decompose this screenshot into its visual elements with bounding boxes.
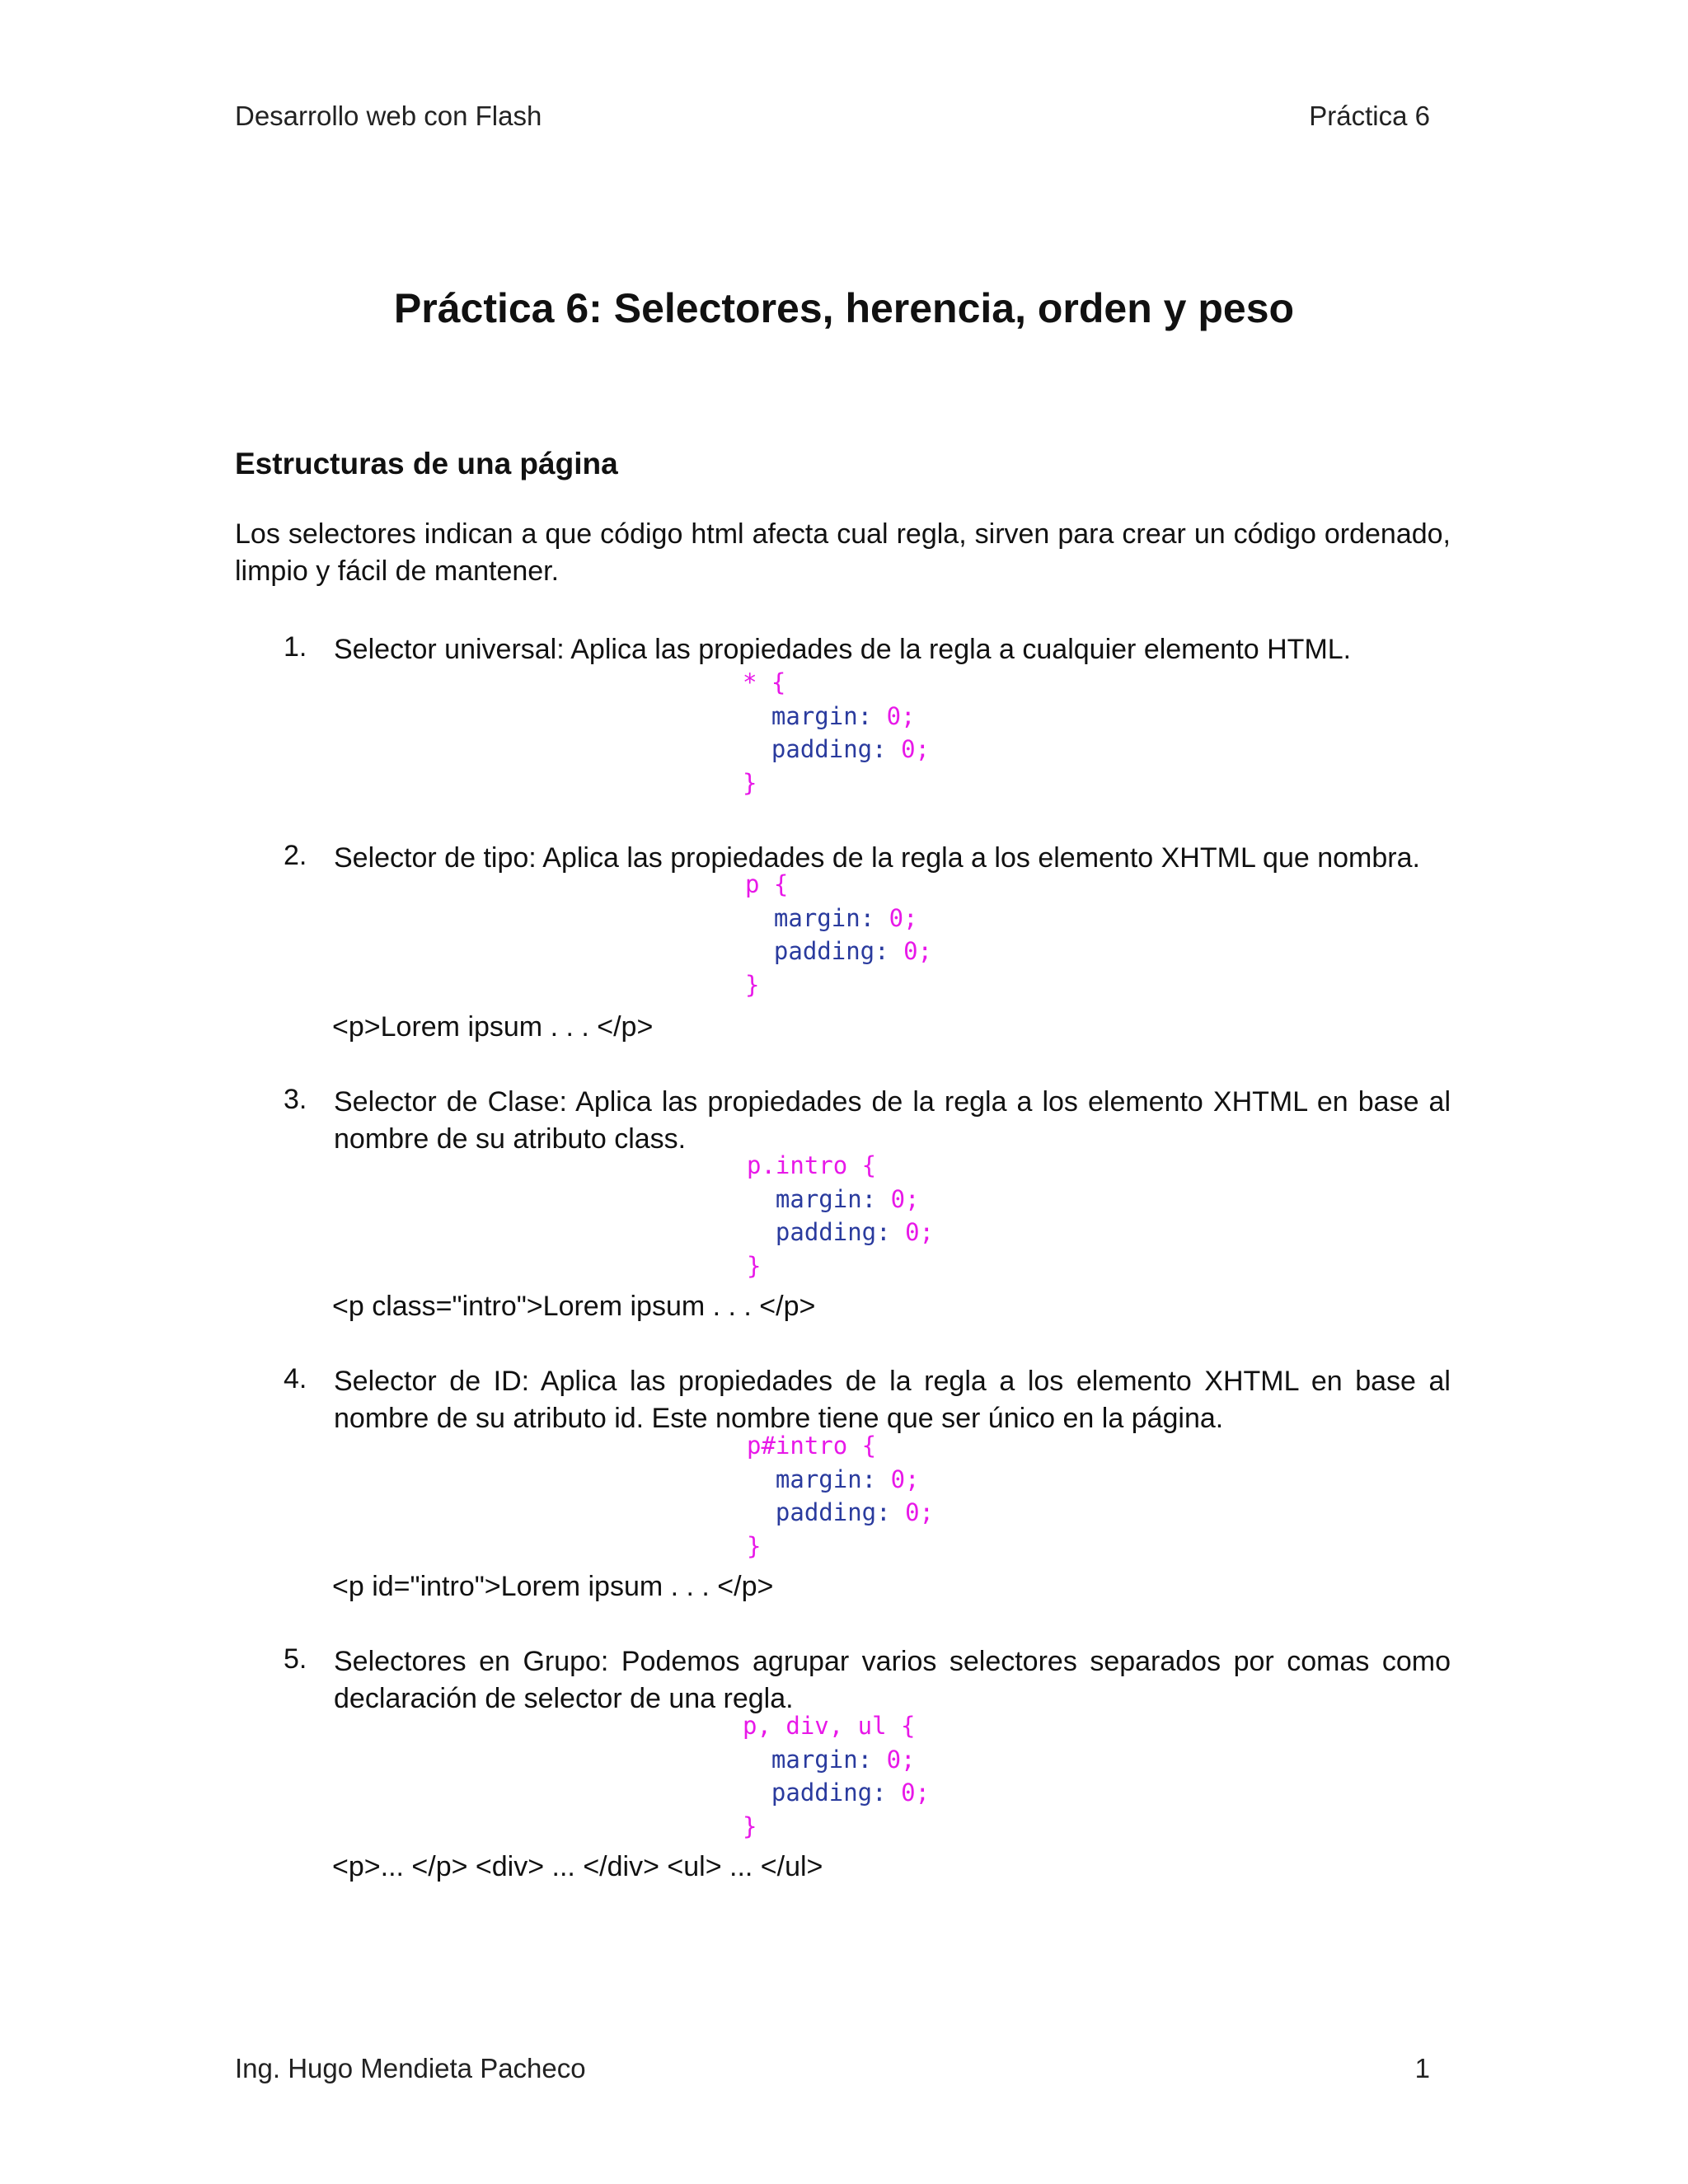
- footer-author: Ing. Hugo Mendieta Pacheco: [235, 2053, 586, 2083]
- code-value: 0;: [890, 1218, 934, 1246]
- code-value: 0;: [886, 735, 930, 763]
- header-practice-label: Práctica 6: [1309, 101, 1430, 131]
- section-heading: Estructuras de una página: [235, 447, 618, 480]
- html-example: <p>... </p> <div> ... </div> <ul> ... </ul>: [332, 1851, 823, 1882]
- code-property: padding:: [771, 1779, 887, 1807]
- list-item-number: 5.: [284, 1643, 307, 1675]
- list-item-text: Selector de Clase: Aplica las propiedades de la regla a los elemento XHTML en base al nombre de su atributo class.: [334, 1086, 1451, 1155]
- code-selector: p.intro {: [747, 1151, 877, 1179]
- list-item-number: 1.: [284, 631, 307, 663]
- code-value: 0;: [872, 1745, 916, 1774]
- list-item-text: Selector universal: Aplica las propiedades de la regla a cualquier elemento HTML.: [334, 634, 1352, 665]
- list-item-text: Selector de tipo: Aplica las propiedades de la regla a los elemento XHTML que nombra.: [334, 842, 1420, 874]
- code-value: 0;: [890, 1498, 934, 1526]
- code-block: [743, 1709, 930, 1843]
- code-property: padding:: [771, 735, 887, 763]
- code-property: padding:: [775, 1218, 891, 1246]
- code-selector: p {: [745, 870, 789, 898]
- code-property: margin:: [773, 903, 875, 932]
- code-property: margin:: [771, 701, 873, 730]
- header-course-title: Desarrollo web con Flash: [235, 101, 542, 131]
- code-block: [745, 868, 932, 1001]
- code-property: padding:: [773, 937, 889, 965]
- list-item-text: Selectores en Grupo: Podemos agrupar varios selectores separados por comas como declaración de selector de una regla.: [334, 1646, 1451, 1714]
- code-block: [747, 1429, 934, 1563]
- code-closing-brace: }: [745, 970, 760, 999]
- intro-paragraph: Los selectores indican a que código html afecta cual regla, sirven para crear un código ordenado, limpio y fácil de mantener.: [235, 518, 1451, 587]
- code-closing-brace: }: [743, 768, 757, 797]
- list-item-number: 2.: [284, 840, 307, 871]
- code-property: margin:: [775, 1465, 877, 1493]
- list-item-number: 4.: [284, 1363, 307, 1394]
- code-value: 0;: [872, 701, 916, 730]
- code-value: 0;: [874, 903, 918, 932]
- code-value: 0;: [889, 937, 932, 965]
- code-closing-brace: }: [743, 1811, 757, 1840]
- code-selector: p#intro {: [747, 1432, 877, 1460]
- code-property: margin:: [775, 1184, 877, 1213]
- list-item-number: 3.: [284, 1084, 307, 1115]
- html-example: <p class="intro">Lorem ipsum . . . </p>: [332, 1291, 816, 1322]
- footer-page-number: 1: [1414, 2053, 1430, 2083]
- code-closing-brace: }: [747, 1251, 762, 1280]
- code-block: [743, 666, 930, 799]
- code-property: margin:: [771, 1745, 873, 1774]
- list-item-text: Selector de ID: Aplica las propiedades de la regla a los elemento XHTML en base al nombre de su atributo id. Este nombre tiene que ser único en la página.: [334, 1366, 1451, 1434]
- page-title: Práctica 6: Selectores, herencia, orden y peso: [393, 285, 1295, 331]
- code-value: 0;: [886, 1779, 930, 1807]
- code-block: [747, 1149, 934, 1282]
- code-selector: p, div, ul {: [743, 1712, 916, 1740]
- code-value: 0;: [876, 1465, 920, 1493]
- code-selector: * {: [743, 668, 786, 696]
- html-example: <p>Lorem ipsum . . . </p>: [332, 1011, 654, 1043]
- code-property: padding:: [775, 1498, 891, 1526]
- code-closing-brace: }: [747, 1531, 762, 1560]
- html-example: <p id="intro">Lorem ipsum . . . </p>: [332, 1571, 774, 1602]
- code-value: 0;: [876, 1184, 920, 1213]
